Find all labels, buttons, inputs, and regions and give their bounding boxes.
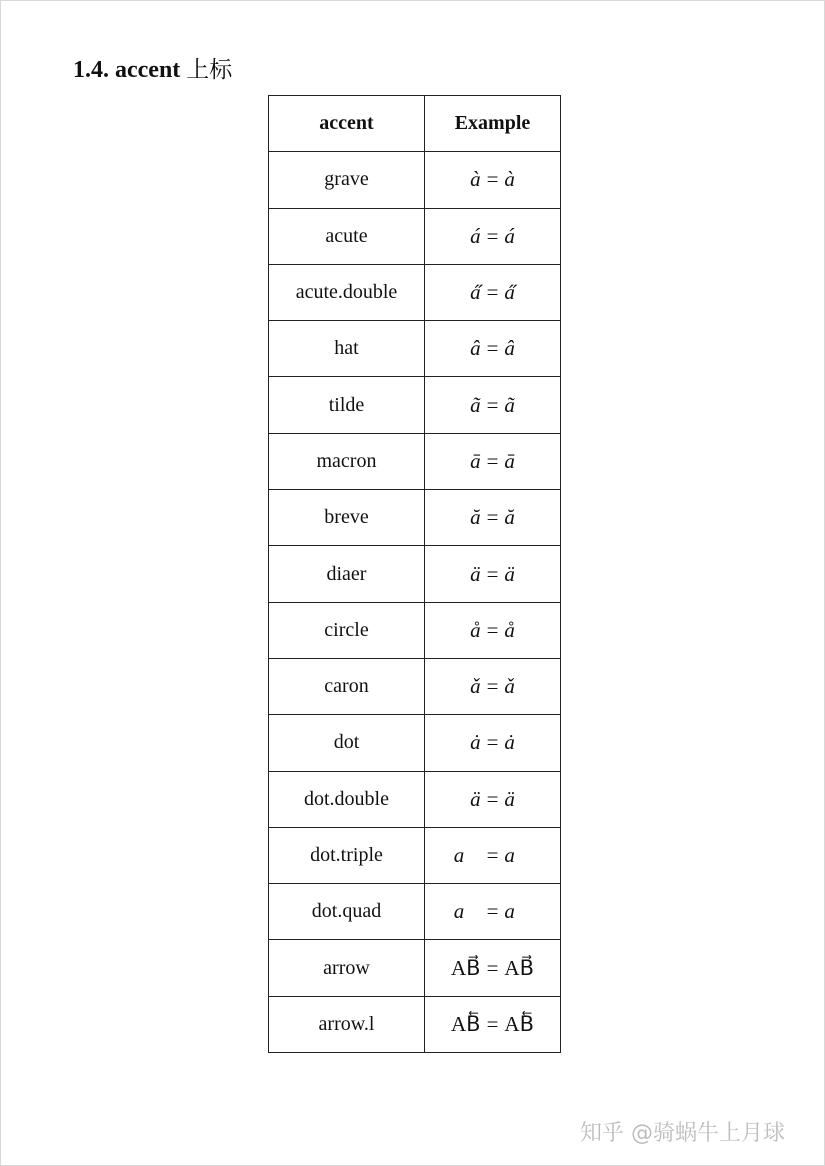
section-title bbox=[73, 52, 232, 88]
accent-name-cell: circle bbox=[269, 602, 425, 658]
example-rhs: ä bbox=[504, 786, 515, 811]
example-cell bbox=[425, 546, 561, 602]
example-rhs: a̋ bbox=[504, 280, 515, 305]
example-lhs: ā bbox=[470, 448, 481, 473]
example-cell bbox=[425, 996, 561, 1052]
example-formula bbox=[454, 843, 532, 867]
equals-sign: = bbox=[486, 336, 499, 361]
example-cell bbox=[425, 884, 561, 940]
example-formula bbox=[470, 336, 515, 360]
example-rhs: ä bbox=[504, 561, 515, 586]
equals-sign: = bbox=[486, 786, 499, 811]
example-rhs: ǎ bbox=[504, 674, 515, 699]
equals-sign: = bbox=[486, 955, 499, 980]
table-row bbox=[269, 321, 561, 377]
table-row bbox=[269, 377, 561, 433]
accent-table bbox=[268, 95, 561, 1053]
equals-sign: = bbox=[486, 730, 499, 755]
example-cell bbox=[425, 433, 561, 489]
example-lhs: a⃛ bbox=[453, 843, 481, 867]
table-row bbox=[269, 996, 561, 1052]
example-lhs: a⃜ bbox=[453, 899, 481, 924]
equals-sign: = bbox=[486, 561, 499, 586]
example-lhs: ã bbox=[470, 392, 481, 417]
example-formula bbox=[470, 224, 515, 248]
equals-sign: = bbox=[486, 392, 499, 417]
example-lhs: ă bbox=[470, 505, 481, 530]
example-formula bbox=[470, 167, 515, 191]
table-row bbox=[269, 433, 561, 489]
table-header-row bbox=[269, 96, 561, 152]
accent-name-cell: breve bbox=[269, 490, 425, 546]
example-rhs: à bbox=[504, 167, 515, 192]
example-rhs: å bbox=[504, 617, 515, 642]
example-cell bbox=[425, 377, 561, 433]
equals-sign: = bbox=[486, 448, 499, 473]
example-cell bbox=[425, 715, 561, 771]
section-number: 1.4. bbox=[73, 57, 109, 83]
accent-name-cell: arrow bbox=[269, 940, 425, 996]
example-cell bbox=[425, 827, 561, 883]
table-row bbox=[269, 771, 561, 827]
example-rhs: a⃛ bbox=[504, 843, 532, 867]
example-lhs: å bbox=[470, 617, 481, 642]
accent-name-cell: dot.triple bbox=[269, 827, 425, 883]
section-cjk-label: 上标 bbox=[186, 57, 233, 83]
example-formula bbox=[470, 393, 515, 417]
accent-name-cell: dot bbox=[269, 715, 425, 771]
table-row bbox=[269, 940, 561, 996]
example-formula bbox=[470, 562, 515, 586]
example-rhs: a⃜ bbox=[504, 899, 532, 924]
example-formula bbox=[470, 787, 515, 811]
equals-sign: = bbox=[486, 617, 499, 642]
example-cell bbox=[425, 490, 561, 546]
example-lhs: AB⃗ bbox=[451, 955, 481, 980]
example-lhs: á bbox=[470, 223, 481, 248]
example-formula bbox=[454, 899, 532, 923]
example-lhs: ǎ bbox=[470, 674, 481, 699]
example-rhs: AB⃗ bbox=[504, 955, 534, 980]
table-row bbox=[269, 884, 561, 940]
example-lhs: a̋ bbox=[470, 280, 481, 305]
table-row bbox=[269, 827, 561, 883]
accent-name-cell: dot.quad bbox=[269, 884, 425, 940]
example-lhs: AB⃖ bbox=[451, 1011, 481, 1036]
accent-name-cell: hat bbox=[269, 321, 425, 377]
example-lhs: â bbox=[470, 336, 481, 361]
example-lhs: ȧ bbox=[470, 730, 481, 755]
table-row bbox=[269, 152, 561, 208]
example-cell bbox=[425, 602, 561, 658]
example-formula bbox=[470, 730, 515, 754]
example-formula bbox=[451, 1012, 534, 1036]
example-cell bbox=[425, 658, 561, 714]
example-cell bbox=[425, 321, 561, 377]
example-formula bbox=[470, 674, 515, 698]
table-row bbox=[269, 546, 561, 602]
accent-name-cell: diaer bbox=[269, 546, 425, 602]
example-lhs: à bbox=[470, 167, 481, 192]
example-formula bbox=[451, 956, 534, 980]
table-row bbox=[269, 490, 561, 546]
section-keyword: accent bbox=[115, 57, 181, 83]
header-accent: accent bbox=[269, 96, 425, 152]
example-rhs: AB⃖ bbox=[504, 1011, 534, 1036]
example-formula bbox=[470, 618, 515, 642]
equals-sign: = bbox=[486, 223, 499, 248]
example-rhs: á bbox=[504, 223, 515, 248]
table-body bbox=[269, 152, 561, 1053]
example-cell bbox=[425, 208, 561, 264]
equals-sign: = bbox=[486, 843, 499, 867]
example-cell bbox=[425, 264, 561, 320]
example-formula bbox=[470, 280, 515, 304]
accent-name-cell: acute.double bbox=[269, 264, 425, 320]
accent-name-cell: tilde bbox=[269, 377, 425, 433]
equals-sign: = bbox=[486, 899, 499, 924]
example-cell bbox=[425, 771, 561, 827]
accent-name-cell: grave bbox=[269, 152, 425, 208]
watermark: 知乎 @骑蜗牛上月球 bbox=[580, 1121, 785, 1146]
accent-name-cell: acute bbox=[269, 208, 425, 264]
example-rhs: ã bbox=[504, 392, 515, 417]
accent-name-cell: dot.double bbox=[269, 771, 425, 827]
equals-sign: = bbox=[486, 280, 499, 305]
table-row bbox=[269, 715, 561, 771]
example-formula bbox=[470, 449, 515, 473]
accent-name-cell: arrow.l bbox=[269, 996, 425, 1052]
example-rhs: ā bbox=[504, 448, 515, 473]
example-rhs: ă bbox=[504, 505, 515, 530]
table-row bbox=[269, 264, 561, 320]
equals-sign: = bbox=[486, 1011, 499, 1036]
example-lhs: ä bbox=[470, 561, 481, 586]
equals-sign: = bbox=[486, 167, 499, 192]
example-rhs: â bbox=[504, 336, 515, 361]
example-formula bbox=[470, 505, 515, 529]
equals-sign: = bbox=[486, 674, 499, 699]
example-rhs: ȧ bbox=[504, 730, 515, 755]
example-cell bbox=[425, 152, 561, 208]
header-example: Example bbox=[425, 96, 561, 152]
equals-sign: = bbox=[486, 505, 499, 530]
table-row bbox=[269, 658, 561, 714]
accent-name-cell: caron bbox=[269, 658, 425, 714]
table-row bbox=[269, 208, 561, 264]
example-lhs: ä bbox=[470, 786, 481, 811]
table-row bbox=[269, 602, 561, 658]
example-cell bbox=[425, 940, 561, 996]
accent-name-cell: macron bbox=[269, 433, 425, 489]
